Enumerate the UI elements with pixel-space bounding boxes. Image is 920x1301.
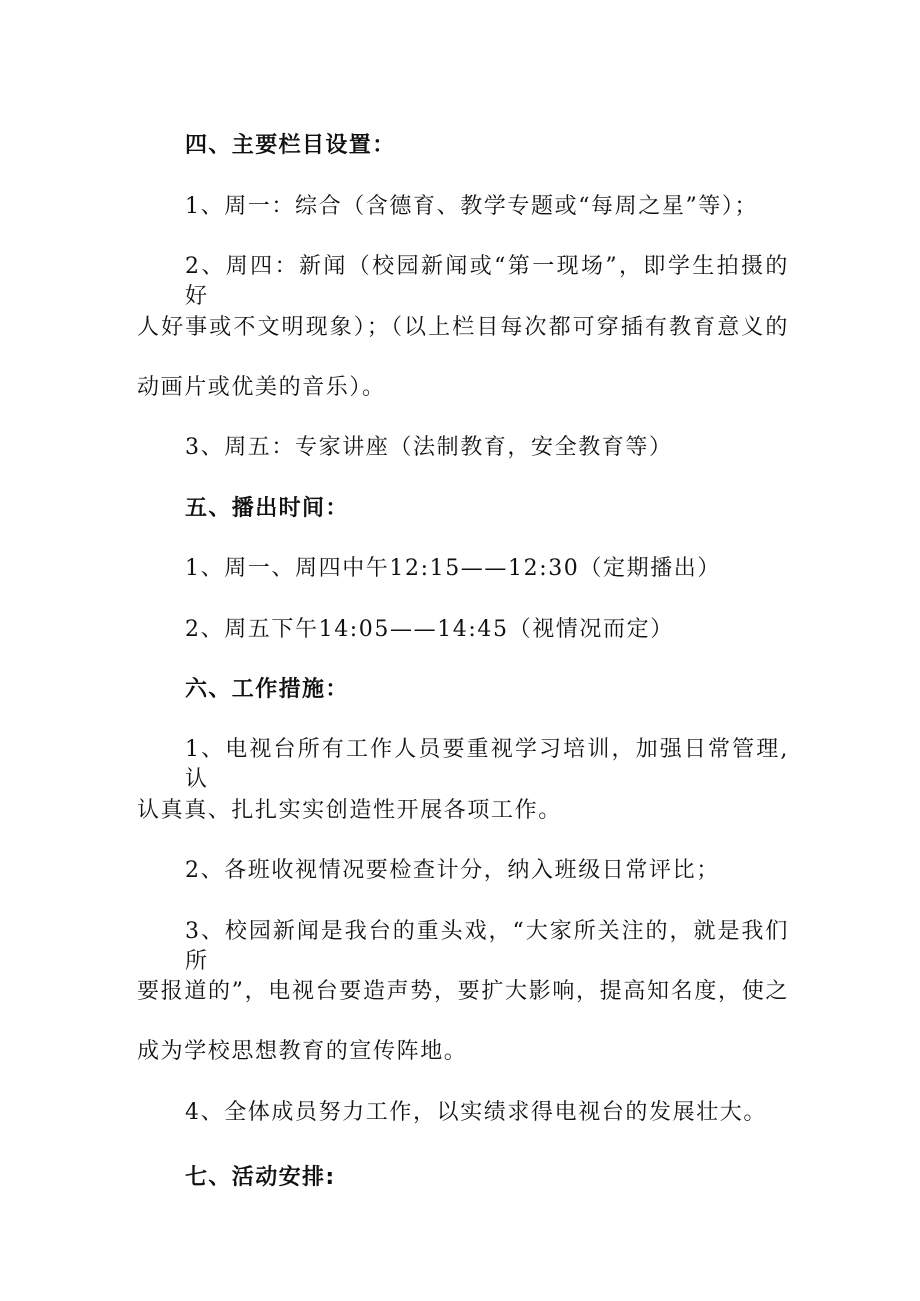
section-heading-measures: 六、工作措施：: [185, 677, 349, 702]
paragraph-line: 人好事或不文明现象）；（以上栏目每次都可穿插有教育意义的: [137, 315, 789, 340]
section-heading-broadcast-time: 五、播出时间：: [185, 496, 349, 521]
paragraph-line: 2、周四：新闻（校园新闻或“第一现场”，即学生拍摄的好: [185, 254, 789, 309]
paragraph-line: 1、周一：综合（含德育、教学专题或“每周之星”等）；: [185, 194, 759, 219]
section-heading-columns: 四、主要栏目设置：: [185, 133, 396, 158]
section-heading-activities: 七、活动安排:: [185, 1165, 336, 1190]
paragraph-line: 1、周一、周四中午12:15——12:30（定期播出）: [185, 556, 721, 581]
paragraph-line: 3、校园新闻是我台的重头戏，“大家所关注的，就是我们所: [185, 919, 789, 974]
paragraph-line: 动画片或优美的音乐）。: [137, 375, 386, 400]
paragraph-line: 2、各班收视情况要检查计分，纳入班级日常评比；: [185, 858, 720, 883]
paragraph-line: 1、电视台所有工作人员要重视学习培训，加强日常管理,认: [185, 737, 789, 792]
paragraph-line: 认真真、扎扎实实创造性开展各项工作。: [137, 798, 562, 823]
paragraph-line: 3、周五：专家讲座（法制教育，安全教育等）: [185, 435, 673, 460]
paragraph-line: 4、全体成员努力工作，以实绩求得电视台的发展壮大。: [185, 1100, 767, 1125]
paragraph-line: 要报道的”，电视台要造声势，要扩大影响，提高知名度，使之: [137, 979, 789, 1004]
paragraph-line: 成为学校思想教育的宣传阵地。: [137, 1039, 468, 1064]
paragraph-line: 2、周五下午14:05——14:45（视情况而定）: [185, 617, 674, 642]
